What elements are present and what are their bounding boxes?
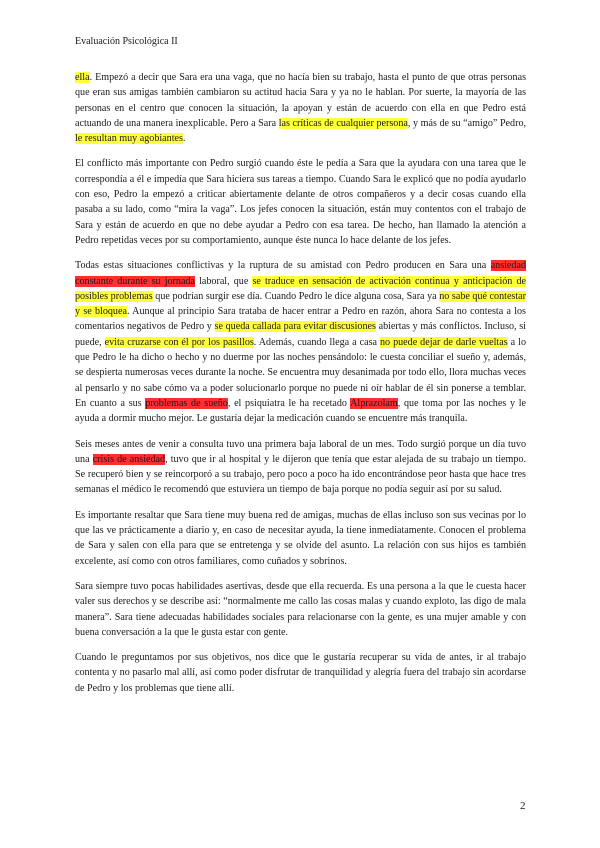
text-run: Es importante resaltar que Sara tiene muy buena red de amigas, muchas de ellas incluso son sus vecinas por lo que las ve prácticamente a diario y, en caso de necesitar ayuda, la tiene inmediatamente. Conocen el problema de Sara y salen con ella para que se entretenga y se olvide del asunto. La relación con sus hijos es también excelente, así como con otros familiares, como cuñados y sobrinos. <box>75 509 526 567</box>
paragraph <box>75 579 526 640</box>
paragraph <box>75 156 526 248</box>
highlight-red: crisis de ansiedad <box>92 453 166 465</box>
highlight-red: Alprazolam <box>350 397 398 409</box>
highlight-yellow: se traduce en sensación de activación continua y anticipación de posibles problemas <box>75 275 526 302</box>
paragraph <box>75 437 526 498</box>
highlight-yellow: evita cruzarse con él por los pasillos <box>104 336 254 348</box>
text-run: laboral, que <box>194 275 253 287</box>
text-run: , y más de su “amigo” Pedro, <box>407 117 527 129</box>
text-run: a lo que Pedro le ha dicho o hecho y no duerme por las noches pensándolo: le cuesta conciliar el sueño y, además, se despierta numerosas veces durante la noche. Se encuentra muy desanimada por todo ello, llora muchas veces al pensarlo y no sabe cómo va a poder solucionarlo porque no puede ni oír hablar de él sin ponerse a temblar. En cuanto a sus <box>75 336 526 409</box>
text-run: . Además, cuando llega a casa <box>253 336 380 348</box>
highlight-yellow: se queda callada para evitar discusiones <box>214 321 376 333</box>
highlight-yellow: no sabe qué contestar y se bloquea <box>75 290 527 318</box>
paragraph <box>75 508 526 569</box>
paragraph <box>75 70 526 146</box>
text-run: Todas estas situaciones conflictivas y la ruptura de su amistad con Pedro producen en Sara una <box>75 260 491 272</box>
highlight-yellow: no puede dejar de darle vueltas <box>379 336 508 348</box>
paragraph <box>75 650 526 696</box>
text-run: . Aunque al principio Sara trataba de hacer entrar a Pedro en razón, ahora Sara no contesta a los comentarios negativos de Pedro y <box>75 306 526 333</box>
highlight-yellow: las críticas de cualquier persona <box>278 117 408 129</box>
text-run: . <box>182 133 186 145</box>
text-run: Cuando le preguntamos por sus objetivos, nos dice que le gustaría recuperar su vida de antes, ir al trabajo contenta y no pasarlo mal allí, así como poder disfrutar de tranquilidad y alegría fuera del trabajo sin acordarse de Pedro y los problemas que tiene allí. <box>75 652 526 694</box>
text-run: . Empezó a decir que Sara era una vaga, que no hacía bien su trabajo, hasta el punto de que otras personas que eran sus amigas también cambiaron su actitud hacia Sara y ya no le hablan. Por suerte, la mayoría de las personas en el centro que conocen la situación, la apoyan y están de acuerdo con ella en que Pedro está actuando de una manera inexplicable. Pero a Sara <box>75 72 526 129</box>
paragraph <box>75 258 526 426</box>
text-run: , tuvo que ir al hospital y le dijeron que tenía que estar alejada de su trabajo un tiempo. Se recuperó bien y se reincorporó a su trabajo, pero poco a poco ha ido encontrándose peor hasta que hace tres semanas el médico le recomendó que estuviera un tiempo de baja porque no podía seguir así por su salud. <box>75 453 526 496</box>
text-run: Seis meses antes de venir a consulta tuvo una primera baja laboral de un mes. Todo surgió porque un día tuvo una <box>75 438 526 465</box>
highlight-yellow: ella <box>75 72 90 83</box>
text-run: abiertas y más conflictos. Incluso, si puede, <box>75 321 526 348</box>
text-run: que podrían surgir ese día. Cuando Pedro le dice alguna cosa, Sara ya <box>152 290 440 302</box>
text-run: , el psiquiatra le ha recetado <box>227 397 351 409</box>
text-run: , que toma por las noches y le ayuda a dormir mucho mejor. Le gustaría dejar la medicación cuando se encuentre más tranquila. <box>75 397 526 425</box>
highlight-red: problemas de sueño <box>145 397 228 409</box>
text-run: El conflicto más importante con Pedro surgió cuando éste le pedía a Sara que la ayudara con una tarea que le correspondía a él e impedía que Sara hiciera sus tareas a tiempo. Cuando Sara le explicó que no podía ayudarlo con eso, Pedro la empezó a criticar abiertamente delante de otros compañeros y a decir cosas cuando ella pasaba a su lado, como “mira la vaga”. Los jefes conocen la situación, están muy contentos con el trabajo de Sara y están de acuerdo en que no debe ayudar a Pedro con esa tarea. De hecho, han llamado la atención a Pedro repetidas veces por su comportamiento, aunque éste nunca lo hace delante de los jefes. <box>75 158 526 246</box>
highlight-red: ansiedad constante durante su jornada <box>75 260 526 287</box>
document-header: Evaluación Psicológica II <box>75 36 178 47</box>
page-number: 2 <box>520 800 526 812</box>
highlight-yellow: le resultan muy agobiantes <box>75 133 183 145</box>
text-run: Sara siempre tuvo pocas habilidades asertivas, desde que ella recuerda. Es una persona a la que le cuesta hacer valer sus derechos y se describe así: “normalmente me callo las cosas malas y cuando exploto, las digo de mala manera”. Sara tiene adecuadas habilidades sociales para relacionarse con la gente, es una mujer amable y con buena conversación a la que le gusta estar con gente. <box>75 580 526 638</box>
document-body <box>75 70 526 706</box>
